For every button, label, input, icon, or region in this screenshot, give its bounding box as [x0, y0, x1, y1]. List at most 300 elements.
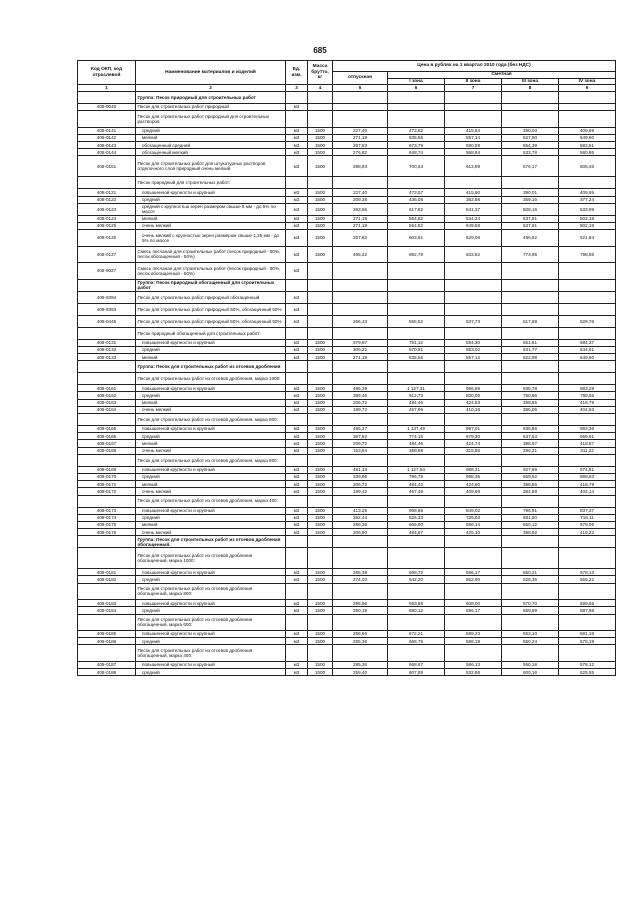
code-cell: 408-0132 [78, 346, 136, 353]
zone-2-price-cell: 562,90 [445, 576, 502, 583]
name-cell: средний [136, 196, 286, 203]
name-cell: очень мелкий [136, 447, 286, 454]
name-cell: повышенной крупности и крупный [136, 631, 286, 638]
name-cell: повышенной крупности и крупный [136, 569, 286, 576]
name-cell: Песок для строительных работ природный 50%, обогащенный 50% [136, 303, 286, 315]
zone-3-price-cell: 398,55 [502, 481, 559, 488]
zone-3-price-cell [502, 263, 559, 280]
zone-2-price-cell: 608,00 [445, 600, 502, 607]
zone-3-price-cell: 935,78 [502, 385, 559, 392]
group-row [78, 536, 616, 548]
table-row [78, 149, 616, 156]
zone-1-price-cell [388, 104, 445, 111]
unit-cell: м3 [286, 246, 308, 263]
release-price-cell: 387,92 [333, 433, 388, 440]
code-cell: 408-0125 [78, 223, 136, 230]
name-cell: средний с крупностью зерен размером свыше 5 мм - до 5% по массе [136, 203, 286, 215]
zone-3-price-cell: 398,55 [502, 399, 559, 406]
zone-4-price-cell: 544,61 [559, 346, 616, 353]
zone-2-price-cell [445, 263, 502, 280]
zone-3-price-cell [502, 361, 559, 373]
name-cell: мелкий [136, 440, 286, 447]
table-row [78, 426, 616, 433]
header-code: Код ОКП, код отраслевой [78, 61, 136, 85]
zone-3-price-cell [502, 291, 559, 303]
code-cell: 408-0172 [78, 488, 136, 495]
code-cell: 408-9027 [78, 263, 136, 280]
mass-cell: 1500 [308, 607, 333, 614]
zone-4-price-cell [559, 327, 616, 339]
zone-2-price-cell: 410,18 [445, 406, 502, 413]
name-cell: средний [136, 638, 286, 645]
zone-3-price-cell [502, 614, 559, 631]
unit-cell: м3 [286, 440, 308, 447]
mass-cell [308, 583, 333, 600]
zone-1-price-cell [388, 92, 445, 104]
name-cell: средний [136, 669, 286, 676]
code-cell [78, 454, 136, 466]
code-cell: 408-0124 [78, 215, 136, 222]
zone-2-price-cell: 537,73 [445, 315, 502, 327]
zone-4-price-cell: 521,84 [559, 230, 616, 247]
table-row [78, 548, 616, 569]
zone-2-price-cell [445, 327, 502, 339]
zone-4-price-cell: 578,19 [559, 638, 616, 645]
release-price-cell: 495,22 [333, 246, 388, 263]
zone-3-price-cell [502, 414, 559, 426]
zone-1-price-cell [388, 327, 445, 339]
unit-cell [286, 614, 308, 631]
zone-3-price-cell: 359,16 [502, 196, 559, 203]
code-cell: 408-0445 [78, 315, 136, 327]
release-price-cell: 271,19 [333, 223, 388, 230]
zone-2-price-cell: 409,69 [445, 488, 502, 495]
table-row [78, 507, 616, 514]
mass-cell: 1500 [308, 399, 333, 406]
column-number: 5 [333, 85, 388, 92]
zone-4-price-cell [559, 177, 616, 189]
zone-4-price-cell: 974,81 [559, 466, 616, 473]
zone-3-price-cell: 537,91 [502, 215, 559, 222]
zone-3-price-cell: 570,70 [502, 600, 559, 607]
zone-2-price-cell [445, 104, 502, 111]
unit-cell [286, 645, 308, 662]
zone-3-price-cell: 496,62 [502, 230, 559, 247]
zone-3-price-cell: 553,10 [502, 631, 559, 638]
table-row [78, 645, 616, 662]
release-price-cell: 379,87 [333, 339, 388, 346]
group-row [78, 361, 616, 373]
code-cell: 408-0161 [78, 385, 136, 392]
zone-3-price-cell [502, 177, 559, 189]
code-cell [78, 279, 136, 291]
column-number-row [78, 85, 616, 92]
zone-2-price-cell: 382,68 [445, 196, 502, 203]
unit-cell: м3 [286, 473, 308, 480]
zone-4-price-cell: 798,65 [559, 246, 616, 263]
zone-1-price-cell [388, 536, 445, 548]
unit-cell [286, 548, 308, 569]
zone-1-price-cell: 648,74 [388, 149, 445, 156]
zone-3-price-cell: 651,61 [502, 339, 559, 346]
mass-cell [308, 414, 333, 426]
name-cell: мелкий [136, 354, 286, 361]
code-cell [78, 414, 136, 426]
name-cell: повышенной крупности и крупный [136, 189, 286, 196]
name-cell: очень мелкий с крупностью зерен размером свыше 1,25 мм - до 5% по массе [136, 230, 286, 247]
code-cell [78, 495, 136, 507]
zone-3-price-cell [502, 327, 559, 339]
zone-4-price-cell: 684,37 [559, 339, 616, 346]
release-price-cell [333, 495, 388, 507]
release-price-cell: 199,42 [333, 488, 388, 495]
name-cell: Смесь песчаная для строительных работ (песок природный - 50%, песок обогащенный - 50%) [136, 246, 286, 263]
table-row [78, 495, 616, 507]
table-row [78, 104, 616, 111]
code-cell [78, 177, 136, 189]
code-cell: 408-9040 [78, 104, 136, 111]
zone-2-price-cell: 557,12 [445, 354, 502, 361]
zone-4-price-cell: 716,11 [559, 514, 616, 521]
zone-2-price-cell: 988,31 [445, 466, 502, 473]
zone-4-price-cell: 311,22 [559, 447, 616, 454]
zone-1-price-cell [388, 548, 445, 569]
zone-2-price-cell: 800,05 [445, 392, 502, 399]
zone-3-price-cell: 637,54 [502, 433, 559, 440]
zone-1-price-cell: 603,61 [388, 230, 445, 247]
mass-cell: 1500 [308, 230, 333, 247]
unit-cell: м3 [286, 466, 308, 473]
zone-4-price-cell: 529,76 [559, 315, 616, 327]
name-cell: повышенной крупности и крупный [136, 385, 286, 392]
release-price-cell: 485,29 [333, 385, 388, 392]
zone-3-price-cell [502, 645, 559, 662]
column-number: 8 [502, 85, 559, 92]
code-cell: 408-0142 [78, 134, 136, 141]
zone-4-price-cell: 599,65 [559, 600, 616, 607]
zone-3-price-cell: 537,91 [502, 223, 559, 230]
zone-1-price-cell: 484,46 [388, 399, 445, 406]
zone-2-price-cell [445, 111, 502, 128]
name-cell: Группа: Песок для строительных работ из отсевов дробления обогащенный. [136, 536, 286, 548]
zone-4-price-cell: 560,95 [559, 149, 616, 156]
release-price-cell: 389,46 [333, 392, 388, 399]
table-row [78, 156, 616, 177]
name-cell: Песок для строительных работ из отсевов дробления, марка 800: [136, 414, 286, 426]
zone-3-price-cell: 384,58 [502, 488, 559, 495]
table-row [78, 215, 616, 222]
unit-cell: м3 [286, 638, 308, 645]
zone-2-price-cell: 541,37 [445, 203, 502, 215]
table-row [78, 406, 616, 413]
zone-2-price-cell [445, 361, 502, 373]
zone-1-price-cell: 668,72 [388, 569, 445, 576]
zone-4-price-cell: 582,61 [559, 142, 616, 149]
zone-1-price-cell: 912,73 [388, 392, 445, 399]
code-cell: 408-0184 [78, 607, 136, 614]
zone-3-price-cell [502, 111, 559, 128]
release-price-cell: 286,66 [333, 631, 388, 638]
release-price-cell [333, 454, 388, 466]
zone-2-price-cell [445, 583, 502, 600]
zone-4-price-cell: 502,18 [559, 223, 616, 230]
zone-3-price-cell: 773,95 [502, 246, 559, 263]
price-table [77, 60, 616, 676]
page-number: 685 [313, 46, 327, 55]
code-cell [78, 361, 136, 373]
mass-cell: 1500 [308, 440, 333, 447]
code-cell: 408-0144 [78, 149, 136, 156]
name-cell: Песок для строительных работ для штукатурных растворов отделочного слоя природный очень мелкий [136, 156, 286, 177]
mass-cell: 1500 [308, 156, 333, 177]
zone-4-price-cell [559, 361, 616, 373]
code-cell [78, 583, 136, 600]
release-price-cell: 206,72 [333, 481, 388, 488]
unit-cell: м3 [286, 447, 308, 454]
release-price-cell: 352,44 [333, 514, 388, 521]
zone-2-price-cell: 532,86 [445, 669, 502, 676]
unit-cell: м3 [286, 481, 308, 488]
table-row [78, 669, 616, 676]
unit-cell: м3 [286, 303, 308, 315]
zone-1-price-cell: 635,56 [388, 134, 445, 141]
mass-cell: 1500 [308, 569, 333, 576]
code-cell: 408-0163 [78, 399, 136, 406]
zone-2-price-cell: 849,02 [445, 507, 502, 514]
zone-4-price-cell [559, 614, 616, 631]
code-cell: 408-0164 [78, 406, 136, 413]
table-row [78, 203, 616, 215]
unit-cell: м3 [286, 392, 308, 399]
zone-3-price-cell: 398,67 [502, 440, 559, 447]
unit-cell [286, 111, 308, 128]
unit-cell: м3 [286, 607, 308, 614]
unit-cell: м3 [286, 134, 308, 141]
zone-4-price-cell: 983,29 [559, 385, 616, 392]
release-price-cell: 285,39 [333, 569, 388, 576]
zone-3-price-cell: 935,86 [502, 426, 559, 433]
zone-3-price-cell: 681,50 [502, 514, 559, 521]
zone-4-price-cell: 377,24 [559, 196, 616, 203]
column-number: 6 [388, 85, 445, 92]
release-price-cell: 271,19 [333, 354, 388, 361]
group-row [78, 92, 616, 104]
zone-1-price-cell: 607,89 [388, 669, 445, 676]
header-zone-1: I зона [388, 78, 445, 85]
release-price-cell [333, 414, 388, 426]
table-row [78, 230, 616, 247]
zone-1-price-cell [388, 291, 445, 303]
zone-3-price-cell: 655,52 [502, 473, 559, 480]
zone-2-price-cell [445, 645, 502, 662]
mass-cell: 1500 [308, 189, 333, 196]
name-cell: Песок для строительных работ природный для строительных растворов [136, 111, 286, 128]
zone-3-price-cell [502, 279, 559, 291]
zone-2-price-cell: 534,24 [445, 215, 502, 222]
code-cell: 408-0181 [78, 569, 136, 576]
header-price-title: Цена в рублях на 1 квартал 2010 года (без НДС) [333, 61, 616, 72]
release-price-cell: 481,13 [333, 466, 388, 473]
zone-1-price-cell [388, 263, 445, 280]
mass-cell [308, 291, 333, 303]
zone-3-price-cell: 296,21 [502, 447, 559, 454]
zone-1-price-cell: 484,67 [388, 529, 445, 536]
zone-4-price-cell [559, 303, 616, 315]
zone-2-price-cell: 553,02 [445, 346, 502, 353]
mass-cell [308, 373, 333, 385]
table-row [78, 638, 616, 645]
zone-4-price-cell: 983,36 [559, 426, 616, 433]
unit-cell: м3 [286, 291, 308, 303]
name-cell: повышенной крупности и крупный [136, 426, 286, 433]
zone-1-price-cell [388, 454, 445, 466]
header-zone-2: II зона [445, 78, 502, 85]
unit-cell [286, 361, 308, 373]
table-row [78, 569, 616, 576]
table-row [78, 189, 616, 196]
zone-4-price-cell: 419,22 [559, 529, 616, 536]
zone-2-price-cell [445, 614, 502, 631]
zone-4-price-cell: 837,37 [559, 507, 616, 514]
table-row [78, 466, 616, 473]
zone-1-price-cell: 673,79 [388, 142, 445, 149]
name-cell: средний [136, 346, 286, 353]
mass-cell [308, 263, 333, 280]
zone-2-price-cell: 679,30 [445, 433, 502, 440]
mass-cell [308, 361, 333, 373]
group-row [78, 279, 616, 291]
zone-2-price-cell: 996,89 [445, 385, 502, 392]
zone-2-price-cell: 698,35 [445, 473, 502, 480]
unit-cell: м3 [286, 156, 308, 177]
code-cell: 408-0162 [78, 392, 136, 399]
zone-4-price-cell: 549,60 [559, 354, 616, 361]
unit-cell: м3 [286, 488, 308, 495]
table-row [78, 514, 616, 521]
zone-1-price-cell: 467,96 [388, 406, 445, 413]
table-row [78, 433, 616, 440]
table-row [78, 339, 616, 346]
zone-4-price-cell: 525,55 [559, 669, 616, 676]
unit-cell: м3 [286, 569, 308, 576]
zone-1-price-cell: 484,42 [388, 481, 445, 488]
release-price-cell: 209,39 [333, 196, 388, 203]
mass-cell: 1500 [308, 346, 333, 353]
price-table-body [78, 92, 616, 676]
header-mass: Масса брутто, кг [308, 61, 333, 85]
zone-4-price-cell: 418,87 [559, 440, 616, 447]
zone-2-price-cell: 586,13 [445, 661, 502, 668]
zone-1-price-cell: 570,91 [388, 346, 445, 353]
release-price-cell: 227,40 [333, 189, 388, 196]
zone-2-price-cell [445, 291, 502, 303]
zone-1-price-cell: 642,20 [388, 576, 445, 583]
unit-cell: м3 [286, 215, 308, 222]
code-cell [78, 327, 136, 339]
mass-cell: 1500 [308, 149, 333, 156]
zone-4-price-cell: 533,99 [559, 203, 616, 215]
zone-1-price-cell: 1 127,54 [388, 466, 445, 473]
unit-cell: м3 [286, 104, 308, 111]
mass-cell: 1500 [308, 600, 333, 607]
release-price-cell [333, 645, 388, 662]
zone-3-price-cell: 559,59 [502, 607, 559, 614]
name-cell: мелкий [136, 215, 286, 222]
zone-2-price-cell [445, 495, 502, 507]
release-price-cell [333, 279, 388, 291]
zone-2-price-cell: 424,74 [445, 440, 502, 447]
unit-cell: м3 [286, 600, 308, 607]
release-price-cell: 271,19 [333, 134, 388, 141]
zone-2-price-cell [445, 414, 502, 426]
zone-2-price-cell: 997,01 [445, 426, 502, 433]
code-cell: 408-0173 [78, 507, 136, 514]
mass-cell [308, 454, 333, 466]
name-cell: мелкий [136, 134, 286, 141]
release-price-cell: 271,19 [333, 215, 388, 222]
name-cell: мелкий [136, 399, 286, 406]
zone-3-price-cell: 390,03 [502, 127, 559, 134]
zone-2-price-cell [445, 92, 502, 104]
zone-1-price-cell [388, 614, 445, 631]
unit-cell [286, 536, 308, 548]
release-price-cell: 287,53 [333, 142, 388, 149]
header-zone-3: III зона [502, 78, 559, 85]
table-row [78, 373, 616, 385]
unit-cell: м3 [286, 507, 308, 514]
mass-cell: 1500 [308, 576, 333, 583]
zone-3-price-cell: 508,16 [502, 203, 559, 215]
unit-cell: м3 [286, 196, 308, 203]
release-price-cell: 339,96 [333, 473, 388, 480]
unit-cell [286, 495, 308, 507]
zone-2-price-cell [445, 279, 502, 291]
table-row [78, 111, 616, 128]
mass-cell [308, 177, 333, 189]
zone-4-price-cell: 578,12 [559, 661, 616, 668]
unit-cell: м3 [286, 406, 308, 413]
unit-cell: м3 [286, 399, 308, 406]
zone-4-price-cell [559, 92, 616, 104]
table-row [78, 246, 616, 263]
release-price-cell [333, 303, 388, 315]
zone-1-price-cell: 473,57 [388, 189, 445, 196]
unit-cell [286, 373, 308, 385]
zone-4-price-cell: 581,18 [559, 631, 616, 638]
unit-cell: м3 [286, 576, 308, 583]
mass-cell: 1500 [308, 215, 333, 222]
zone-4-price-cell: 605,46 [559, 156, 616, 177]
mass-cell: 1500 [308, 466, 333, 473]
name-cell: очень мелкий [136, 406, 286, 413]
zone-1-price-cell [388, 495, 445, 507]
zone-3-price-cell [502, 92, 559, 104]
mass-cell: 1500 [308, 354, 333, 361]
mass-cell: 1500 [308, 127, 333, 134]
zone-4-price-cell: 409,65 [559, 189, 616, 196]
code-cell: 408-0123 [78, 203, 136, 215]
table-row [78, 263, 616, 280]
zone-3-price-cell [502, 583, 559, 600]
zone-1-price-cell: 693,69 [388, 600, 445, 607]
column-number: 2 [136, 85, 286, 92]
release-price-cell: 309,22 [333, 346, 388, 353]
table-row [78, 392, 616, 399]
zone-4-price-cell: 789,55 [559, 392, 616, 399]
code-cell: 408-0166 [78, 433, 136, 440]
zone-2-price-cell: 557,14 [445, 134, 502, 141]
zone-3-price-cell: 927,69 [502, 466, 559, 473]
